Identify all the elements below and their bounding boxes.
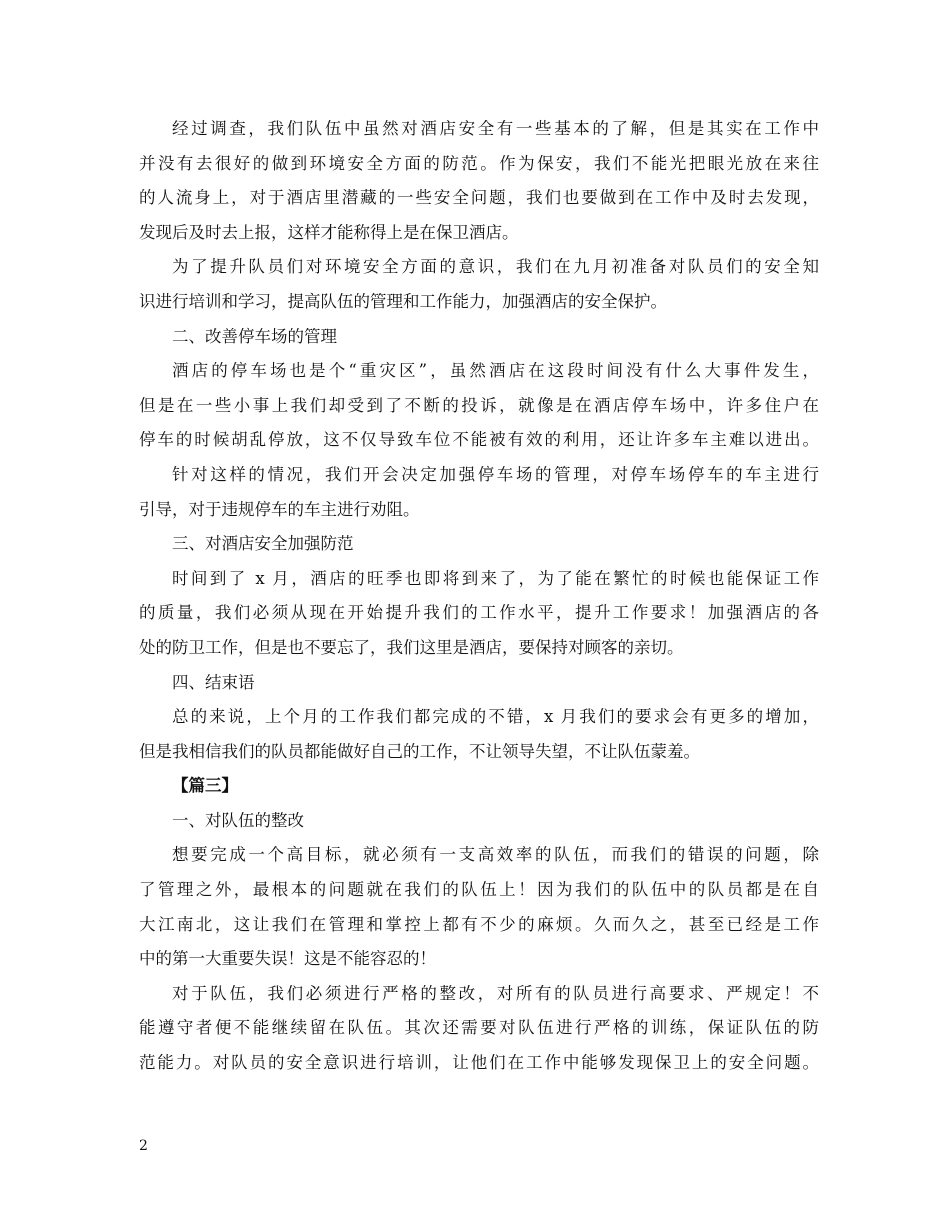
text-line: 但是我相信我们的队员都能做好自己的工作，不让领导失望，不让队伍蒙羞。 [139, 741, 700, 761]
text-line: 识进行培训和学习，提高队伍的管理和工作能力，加强酒店的安全保护。 [139, 291, 667, 311]
text-line: 发现后及时去上报，这样才能称得上是在保卫酒店。 [139, 222, 519, 242]
page-number: 2 [139, 1138, 148, 1154]
text-line: 针对这样的情况，我们开会决定加强停车场的管理，对停车场停车的车主进行 [172, 464, 819, 484]
text-line: 了管理之外，最根本的问题就在我们的队伍上！因为我们的队伍中的队员都是在自 [139, 880, 819, 900]
text-line: 三、对酒店安全加强防范 [172, 534, 354, 554]
text-line: 酒店的停车场也是个“重灾区”，虽然酒店在这段时间没有什么大事件发生， [172, 361, 819, 381]
text-line: 范能力。对队员的安全意识进行培训，让他们在工作中能够发现保卫上的安全问题。 [139, 1053, 819, 1073]
text-line: 为了提升队员们对环境安全方面的意识，我们在九月初准备对队员们的安全知 [172, 257, 819, 277]
text-line: 四、结束语 [172, 672, 255, 692]
text-line: 的人流身上，对于酒店里潜藏的一些安全问题，我们也要做到在工作中及时去发现， [139, 188, 819, 208]
text-line: 二、改善停车场的管理 [172, 326, 337, 346]
text-line: 的质量，我们必须从现在开始提升我们的工作水平，提升工作要求！加强酒店的各 [139, 603, 819, 623]
text-line: 并没有去很好的做到环境安全方面的防范。作为保安，我们不能光把眼光放在来往 [139, 153, 819, 173]
text-line: 一、对队伍的整改 [172, 810, 304, 830]
text-line: 引导，对于违规停车的车主进行劝阻。 [139, 499, 420, 519]
text-line: 时间到了 x 月，酒店的旺季也即将到来了，为了能在繁忙的时候也能保证工作 [172, 568, 819, 588]
text-line: 大江南北，这让我们在管理和掌控上都有不少的麻烦。久而久之，甚至已经是工作 [139, 914, 819, 934]
text-line: 处的防卫工作，但是也不要忘了，我们这里是酒店，要保持对顾客的亲切。 [139, 637, 684, 657]
text-line: 经过调查，我们队伍中虽然对酒店安全有一些基本的了解，但是其实在工作中 [172, 119, 819, 138]
text-line: 停车的时候胡乱停放，这不仅导致车位不能被有效的利用，还让许多车主难以进出。 [139, 430, 819, 450]
section-marker: 【篇三】 [172, 776, 238, 796]
text-line: 中的第一大重要失误！这是不能容忍的！ [139, 949, 436, 969]
text-line: 但是在一些小事上我们却受到了不断的投诉，就像是在酒店停车场中，许多住户在 [139, 395, 819, 415]
text-line: 对于队伍，我们必须进行严格的整改，对所有的队员进行高要求、严规定！不 [172, 983, 819, 1003]
text-line: 总的来说，上个月的工作我们都完成的不错，x 月我们的要求会有更多的增加， [172, 707, 819, 727]
text-line: 想要完成一个高目标，就必须有一支高效率的队伍，而我们的错误的问题，除 [172, 845, 819, 865]
document-body [139, 112, 819, 1081]
text-line: 能遵守者便不能继续留在队伍。其次还需要对队伍进行严格的训练，保证队伍的防 [139, 1018, 819, 1038]
